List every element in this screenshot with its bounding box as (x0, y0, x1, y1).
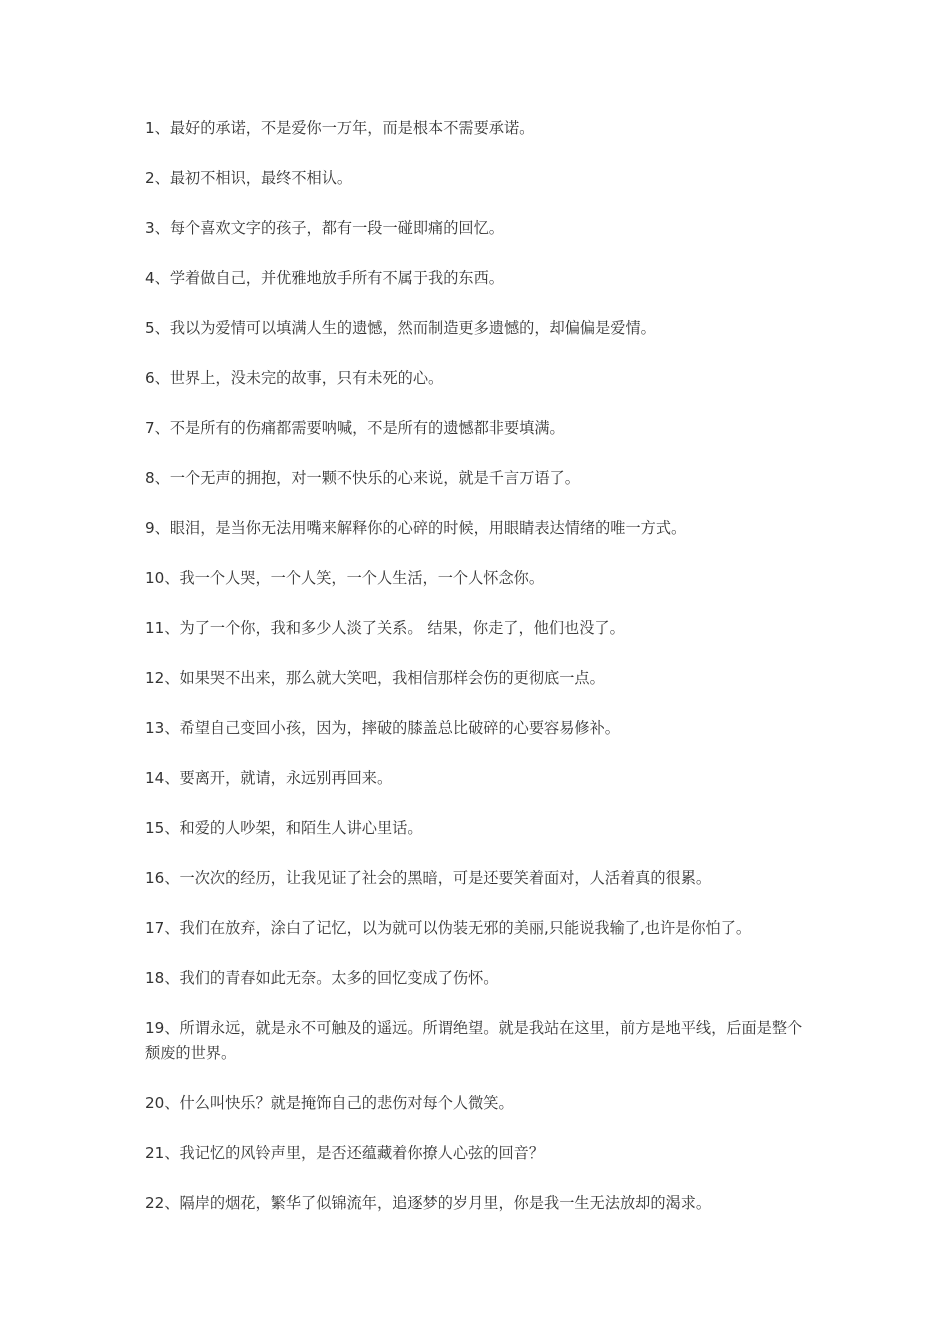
list-item: 7、不是所有的伤痛都需要呐喊，不是所有的遗憾都非要填满。 (145, 419, 565, 437)
quote-list (145, 116, 805, 1241)
list-item: 21、我记忆的风铃声里，是否还蕴藏着你撩人心弦的回音？ (145, 1144, 545, 1162)
list-item: 14、要离开，就请，永远别再回来。 (145, 769, 393, 787)
list-item: 12、如果哭不出来，那么就大笑吧，我相信那样会伤的更彻底一点。 (145, 669, 605, 687)
list-item: 3、每个喜欢文字的孩子，都有一段一碰即痛的回忆。 (145, 219, 504, 237)
list-item: 22、隔岸的烟花，繁华了似锦流年，追逐梦的岁月里，你是我一生无法放却的渴求。 (145, 1194, 712, 1212)
list-item: 2、最初不相识，最终不相认。 (145, 169, 353, 187)
list-item: 19、所谓永远，就是永不可触及的遥远。所谓绝望。就是我站在这里，前方是地平线，后面是整个颓废的世界。 (145, 1019, 803, 1062)
list-item: 1、最好的承诺，不是爱你一万年，而是根本不需要承诺。 (145, 119, 535, 137)
list-item: 20、什么叫快乐？就是掩饰自己的悲伤对每个人微笑。 (145, 1094, 514, 1112)
list-item: 18、我们的青春如此无奈。太多的回忆变成了伤怀。 (145, 969, 499, 987)
list-item: 11、为了一个你，我和多少人淡了关系。 结果，你走了，他们也没了。 (145, 619, 625, 637)
list-item: 17、我们在放弃，涂白了记忆，以为就可以伪装无邪的美丽,只能说我输了,也许是你怕了。 (145, 919, 752, 937)
list-item: 16、一次次的经历，让我见证了社会的黑暗，可是还要笑着面对，人活着真的很累。 (145, 869, 712, 887)
list-item: 6、世界上，没未完的故事，只有未死的心。 (145, 369, 444, 387)
list-item: 9、眼泪，是当你无法用嘴来解释你的心碎的时候，用眼睛表达情绪的唯一方式。 (145, 519, 687, 537)
list-item: 13、希望自己变回小孩，因为，摔破的膝盖总比破碎的心要容易修补。 (145, 719, 620, 737)
list-item: 8、一个无声的拥抱，对一颗不快乐的心来说，就是千言万语了。 (145, 469, 580, 487)
list-item: 5、我以为爱情可以填满人生的遗憾，然而制造更多遗憾的，却偏偏是爱情。 (145, 319, 656, 337)
list-item: 10、我一个人哭，一个人笑，一个人生活，一个人怀念你。 (145, 569, 545, 587)
list-item: 4、学着做自己，并优雅地放手所有不属于我的东西。 (145, 269, 504, 287)
list-item: 15、和爱的人吵架，和陌生人讲心里话。 (145, 819, 423, 837)
